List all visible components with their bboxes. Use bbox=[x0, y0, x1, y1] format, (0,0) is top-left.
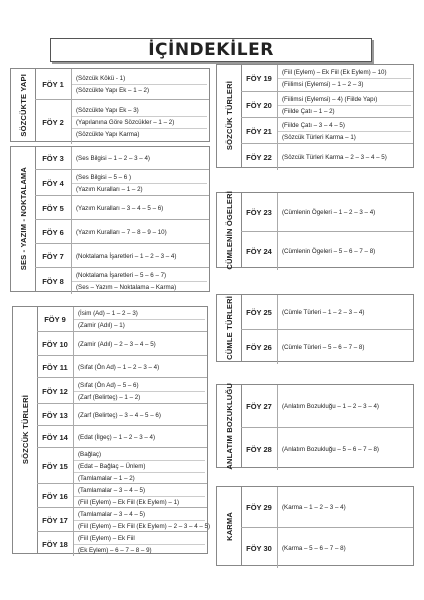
topic-item: (Anlatım Bozukluğu – 5 – 6 – 7 – 8) bbox=[282, 445, 379, 453]
topic-item: (Sözcükte Yapı Karma) bbox=[76, 130, 140, 138]
toc-row bbox=[241, 91, 413, 118]
topic-list bbox=[278, 295, 411, 329]
topic-item: (Sözcükte Yapı Ek – 1 – 2) bbox=[76, 86, 150, 94]
topic-item: (Edat – Bağlaç – Ünlem) bbox=[74, 461, 205, 473]
section-label-text: CÜMLE TÜRLERİ bbox=[224, 296, 234, 360]
topic-list bbox=[278, 144, 411, 170]
topic-item: (Edat (İlgeç) – 1 – 2 – 3 – 4) bbox=[78, 433, 156, 441]
topic-item: (Tamlamalar – 3 – 4 – 5) bbox=[74, 485, 205, 497]
section-karma bbox=[216, 486, 414, 566]
topic-list bbox=[72, 100, 207, 144]
section-label-text: ANLATIM BOZUKLUĞU bbox=[224, 382, 234, 470]
foy-number: FÖY 24 bbox=[241, 232, 278, 270]
topic-item: (Fiilde Çatı – 1 – 2) bbox=[282, 107, 335, 115]
topic-item: (Fiil (Eylem) – Ek Fiil (Ek Eylem) – 2 – 3 – 4 – 5) bbox=[78, 522, 211, 530]
foy-number: FÖY 16 bbox=[37, 484, 74, 508]
toc-row bbox=[35, 69, 209, 99]
toc-row bbox=[241, 427, 413, 470]
topic-item: (Fiilde Çatı – 3 – 4 – 5) bbox=[278, 120, 411, 132]
foy-number: FÖY 21 bbox=[241, 118, 278, 144]
foy-number: FÖY 12 bbox=[37, 378, 74, 404]
section-ses-yazim bbox=[10, 146, 210, 292]
toc-row bbox=[241, 193, 413, 231]
topic-list bbox=[74, 426, 205, 448]
foy-number: FÖY 10 bbox=[37, 332, 74, 356]
topic-list bbox=[74, 332, 205, 356]
toc-row bbox=[35, 169, 209, 196]
topic-list bbox=[72, 196, 207, 220]
foy-number: FÖY 23 bbox=[241, 193, 278, 231]
topic-item: (Tamlamalar – 3 – 4 – 5) bbox=[74, 509, 205, 521]
toc-row bbox=[37, 447, 207, 484]
toc-row bbox=[241, 117, 413, 144]
section-label bbox=[11, 69, 36, 141]
foy-number: FÖY 3 bbox=[35, 147, 72, 169]
section-label bbox=[11, 147, 36, 291]
toc-row bbox=[241, 329, 413, 364]
topic-item: (Noktalama İşaretleri – 5 – 6 – 7) bbox=[72, 270, 207, 282]
foy-number: FÖY 26 bbox=[241, 330, 278, 364]
section-label bbox=[217, 295, 242, 361]
foy-number: FÖY 17 bbox=[37, 508, 74, 532]
toc-row bbox=[37, 307, 207, 331]
topic-item: (Tamlamalar – 1 – 2) bbox=[78, 474, 135, 482]
topic-item: (Sözcükte Yapı Ek – 3) bbox=[72, 105, 207, 117]
toc-row bbox=[37, 531, 207, 556]
toc-row bbox=[37, 403, 207, 426]
foy-number: FÖY 4 bbox=[35, 170, 72, 196]
topic-list bbox=[72, 244, 207, 268]
section-label-text: KARMA bbox=[224, 511, 234, 541]
topic-item: (Sözcük Türleri Karma – 2 – 3 – 4 – 5) bbox=[282, 153, 387, 161]
foy-number: FÖY 8 bbox=[35, 268, 72, 294]
foy-number: FÖY 7 bbox=[35, 244, 72, 268]
topic-item: (Karma – 1 – 2 – 3 – 4) bbox=[282, 503, 346, 511]
toc-row bbox=[35, 147, 209, 169]
topic-list bbox=[278, 428, 411, 470]
topic-list bbox=[278, 528, 411, 568]
topic-item: (Yapılanına Göre Sözcükler – 1 – 2) bbox=[72, 117, 207, 129]
title-box bbox=[50, 38, 372, 62]
section-label-text: CÜMLENİN ÖGELERİ bbox=[224, 190, 234, 270]
topic-item: (Zarf (Belirteç) – 1 – 2) bbox=[78, 393, 141, 401]
topic-item: (Sözcük Kökü - 1) bbox=[72, 73, 207, 85]
foy-number: FÖY 18 bbox=[37, 532, 74, 556]
section-label bbox=[217, 487, 242, 565]
topic-item: (Bağlaç) bbox=[74, 449, 205, 461]
foy-number: FÖY 27 bbox=[241, 385, 278, 427]
topic-list bbox=[72, 268, 207, 294]
foy-number: FÖY 29 bbox=[241, 487, 278, 527]
topic-list bbox=[72, 170, 207, 196]
section-sozcukte-yapi bbox=[10, 68, 210, 142]
topic-list bbox=[72, 220, 207, 244]
topic-item: (Sözcük Türleri Karma – 1) bbox=[282, 133, 356, 141]
toc-row bbox=[241, 487, 413, 527]
topic-item: (Fiil (Eylem) – Ek Fiil (Ek Eylem) – 1) bbox=[78, 498, 180, 506]
toc-row bbox=[37, 331, 207, 356]
topic-item: (Yazım Kuralları – 1 – 2) bbox=[76, 185, 143, 193]
toc-row bbox=[37, 377, 207, 404]
foy-number: FÖY 15 bbox=[37, 448, 74, 484]
section-cumlenin-ogeleri bbox=[216, 192, 414, 268]
topic-item: (Cümle Türleri – 1 – 2 – 3 – 4) bbox=[282, 308, 365, 316]
topic-item: (Fiilimsi (Eylemsi) – 1 – 2 – 3) bbox=[282, 80, 364, 88]
section-label-text: SES - YAZIM - NOKTALAMA bbox=[18, 167, 28, 271]
topic-list bbox=[74, 508, 211, 532]
topic-item: (Ses Bilgisi – 1 – 2 – 3 – 4) bbox=[76, 154, 150, 162]
topic-list bbox=[278, 92, 411, 118]
foy-number: FÖY 9 bbox=[37, 307, 74, 331]
foy-number: FÖY 11 bbox=[37, 356, 74, 378]
foy-number: FÖY 19 bbox=[241, 65, 278, 91]
foy-number: FÖY 6 bbox=[35, 220, 72, 244]
topic-list bbox=[74, 484, 205, 508]
topic-list bbox=[74, 307, 205, 331]
topic-item: (Fiilimsi (Eylemsi) – 4) (Fiilde Yapı) bbox=[278, 94, 411, 106]
topic-item: (İsim (Ad) – 1 – 2 – 3) bbox=[74, 308, 205, 320]
topic-item: (Cümle Türleri – 5 – 6 – 7 – 8) bbox=[282, 343, 365, 351]
section-label-text: SÖZCÜKTE YAPI bbox=[18, 73, 28, 137]
toc-row bbox=[37, 483, 207, 508]
toc-row bbox=[37, 507, 211, 532]
toc-row bbox=[241, 231, 413, 270]
toc-row bbox=[35, 99, 209, 144]
toc-row bbox=[37, 355, 207, 378]
topic-item: (Fiil (Eylem) – Ek Fiil bbox=[74, 533, 205, 545]
topic-list bbox=[278, 330, 411, 364]
foy-number: FÖY 14 bbox=[37, 426, 74, 448]
section-sozcuk-turleri-left bbox=[12, 306, 211, 554]
toc-row bbox=[241, 527, 413, 568]
topic-list bbox=[74, 356, 205, 378]
section-label-text: SÖZCÜK TÜRLERİ bbox=[224, 81, 234, 151]
topic-item: (Zamir (Adıl) – 1) bbox=[78, 321, 125, 329]
toc-row bbox=[35, 243, 209, 268]
toc-row bbox=[35, 195, 209, 220]
topic-list bbox=[278, 65, 411, 91]
topic-list bbox=[278, 487, 411, 527]
topic-item: (Sıfat (Ön Ad) – 1 – 2 – 3 – 4) bbox=[78, 363, 160, 371]
topic-item: (Noktalama İşaretleri – 1 – 2 – 3 – 4) bbox=[76, 252, 177, 260]
section-label-text: SÖZCÜK TÜRLERİ bbox=[20, 395, 30, 465]
topic-item: (Ses Bilgisi – 5 – 6 ) bbox=[72, 172, 207, 184]
foy-number: FÖY 13 bbox=[37, 404, 74, 426]
foy-number: FÖY 20 bbox=[241, 92, 278, 118]
foy-number: FÖY 22 bbox=[241, 144, 278, 170]
toc-row bbox=[241, 143, 413, 170]
topic-list bbox=[74, 378, 205, 404]
topic-list bbox=[278, 118, 411, 144]
foy-number: FÖY 28 bbox=[241, 428, 278, 470]
topic-list bbox=[74, 404, 205, 426]
topic-item: (Zamir (Adıl) – 2 – 3 – 4 – 5) bbox=[78, 340, 156, 348]
topic-item: (Fiil (Eylem) – Ek Fiil (Ek Eylem) – 10) bbox=[278, 67, 411, 79]
topic-list bbox=[72, 69, 207, 99]
topic-list bbox=[74, 532, 205, 556]
section-label bbox=[217, 190, 242, 270]
foy-number: FÖY 5 bbox=[35, 196, 72, 220]
toc-row bbox=[241, 385, 413, 427]
section-label bbox=[13, 307, 38, 553]
topic-list bbox=[72, 147, 207, 169]
topic-item: (Anlatım Bozukluğu – 1 – 2 – 3 – 4) bbox=[282, 402, 379, 410]
topic-item: (Yazım Kuralları – 7 – 8 – 9 – 10) bbox=[76, 228, 167, 236]
topic-item: (Yazım Kuralları – 3 – 4 – 5 – 6) bbox=[76, 204, 164, 212]
toc-row bbox=[241, 295, 413, 329]
topic-item: (Ses – Yazım – Noktalama – Karma) bbox=[76, 283, 177, 291]
section-cumle-turleri bbox=[216, 294, 414, 362]
topic-list bbox=[278, 385, 411, 427]
toc-row bbox=[37, 425, 207, 448]
topic-item: (Sıfat (Ön Ad) – 5 – 6) bbox=[74, 380, 205, 392]
toc-row bbox=[35, 219, 209, 244]
topic-list bbox=[278, 193, 411, 231]
topic-item: (Karma – 5 – 6 – 7 – 8) bbox=[282, 544, 346, 552]
topic-item: (Cümlenin Ögeleri – 1 – 2 – 3 – 4) bbox=[282, 208, 376, 216]
topic-item: (Ek Eylem) – 6 – 7 – 8 – 9) bbox=[78, 546, 152, 554]
section-sozcuk-turleri-right bbox=[216, 64, 414, 168]
page-title: İÇİNDEKİLER bbox=[148, 40, 274, 60]
foy-number: FÖY 1 bbox=[35, 69, 72, 99]
section-label bbox=[217, 382, 242, 470]
topic-item: (Zarf (Belirteç) – 3 – 4 – 5 – 6) bbox=[78, 411, 161, 419]
section-anlatim-bozuklugu bbox=[216, 384, 414, 468]
topic-list bbox=[278, 232, 411, 270]
topic-item: (Cümlenin Ögeleri – 5 – 6 – 7 – 8) bbox=[282, 247, 376, 255]
foy-number: FÖY 2 bbox=[35, 100, 72, 144]
toc-row bbox=[35, 267, 209, 294]
foy-number: FÖY 30 bbox=[241, 528, 278, 568]
section-label bbox=[217, 65, 242, 167]
topic-list bbox=[74, 448, 205, 484]
toc-row bbox=[241, 65, 413, 91]
foy-number: FÖY 25 bbox=[241, 295, 278, 329]
